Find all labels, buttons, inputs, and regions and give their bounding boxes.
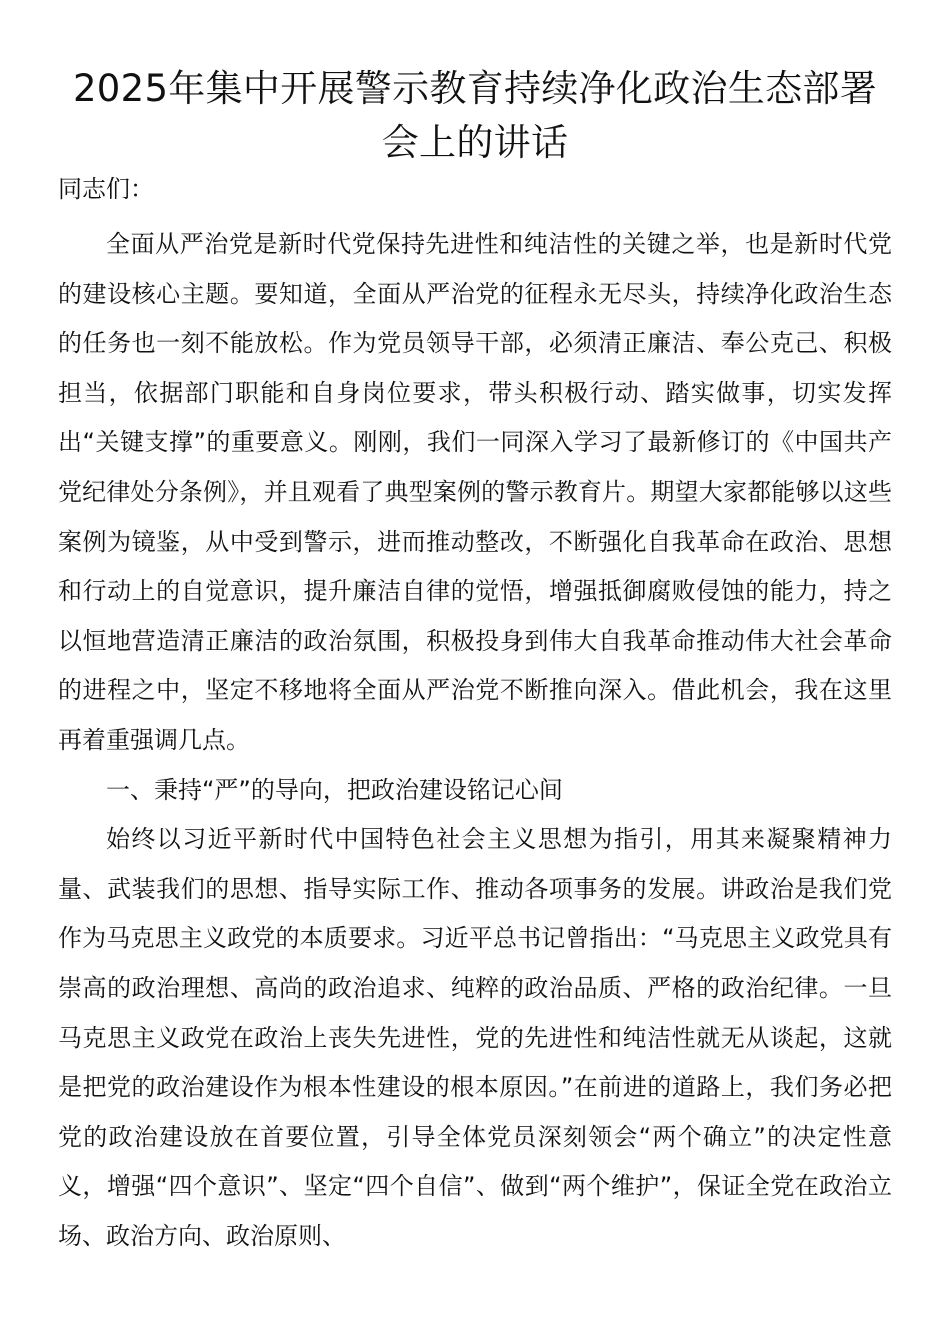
intro-paragraph: 全面从严治党是新时代党保持先进性和纯洁性的关键之举，也是新时代党的建设核心主题。要知道，全面从严治党的征程永无尽头，持续净化政治生态的任务也一刻不能放松。作为党员领导干部，必须清正廉洁、奉公克己、积极担当，依据部门职能和自身岗位要求，带头积极行动、踏实做事，切实发挥出“关键支撑”的重要意义。刚刚，我们一同深入学习了最新修订的《中国共产党纪律处分条例》，并且观看了典型案例的警示教育片。期望大家都能够以这些案例为镜鉴，从中受到警示，进而推动整改，不断强化自我革命在政治、思想和行动上的自觉意识，提升廉洁自律的觉悟，增强抵御腐败侵蚀的能力，持之以恒地营造清正廉洁的政治氛围，积极投身到伟大自我革命推动伟大社会革命的进程之中，坚定不移地将全面从严治党不断推向深入。借此机会，我在这里再着重强调几点。 <box>58 230 892 754</box>
section-paragraph: 始终以习近平新时代中国特色社会主义思想为指引，用其来凝聚精神力量、武装我们的思想、指导实际工作、推动各项事务的发展。讲政治是我们党作为马克思主义政党的本质要求。习近平总书记曾指出：“马克思主义政党具有崇高的政治理想、高尚的政治追求、纯粹的政治品质、严格的政治纪律。一旦马克思主义政党在政治上丧失先进性，党的先进性和纯洁性就无从谈起，这就是把党的政治建设作为根本性建设的根本原因。”在前进的道路上，我们务必把党的政治建设放在首要位置，引导全体党员深刻领会“两个确立”的决定性意义，增强“四个意识”、坚定“四个自信”、做到“两个维护”，保证全党在政治立场、政治方向、政治原则、 <box>58 825 892 1250</box>
salutation: 同志们： <box>58 175 154 203</box>
section-heading: 一、秉持“严”的导向，把政治建设铭记心间 <box>106 775 563 804</box>
document-title: 2025年集中开展警示教育持续净化政治生态部署会上的讲话 <box>72 67 878 164</box>
